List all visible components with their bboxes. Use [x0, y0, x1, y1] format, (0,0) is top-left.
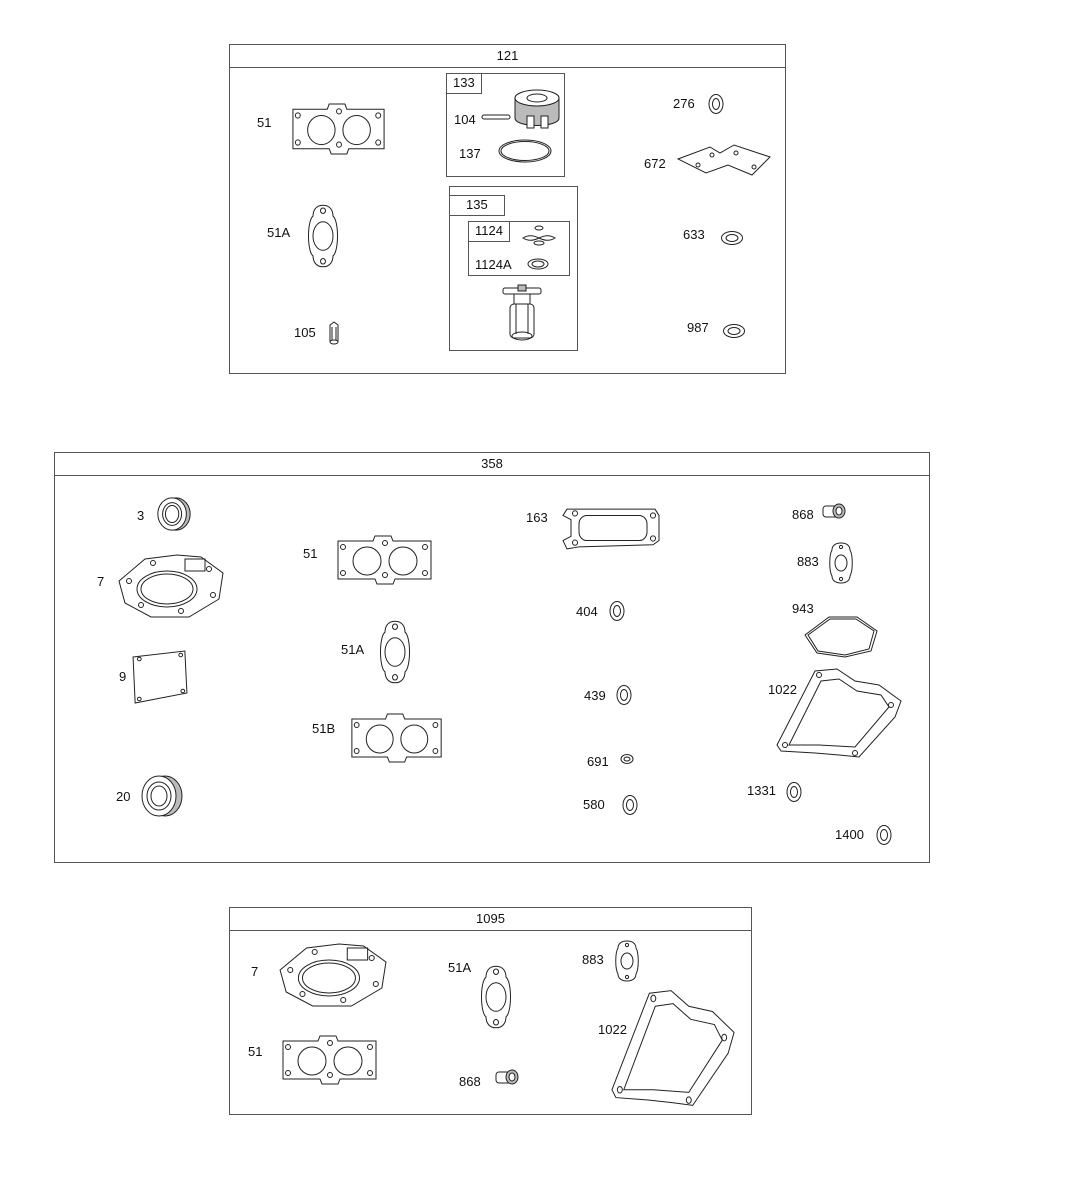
washer-icon[interactable]: [621, 794, 639, 816]
part-label: 1331: [747, 783, 776, 798]
subkit-tag: 1124: [469, 222, 510, 242]
oil-seal-icon[interactable]: [139, 773, 185, 819]
washer-icon[interactable]: [785, 781, 803, 803]
intake-manifold-gasket-icon[interactable]: [335, 535, 435, 585]
part-label: 51: [257, 115, 272, 130]
part-label: 7: [97, 574, 105, 589]
part-label: 7: [251, 964, 259, 979]
washer-icon[interactable]: [875, 824, 893, 846]
flange-gasket-icon[interactable]: [614, 939, 640, 983]
part-label: 51B: [312, 721, 336, 736]
part-label: 633: [683, 227, 705, 242]
subkit-tag: 133: [447, 74, 482, 94]
subkit-135: [449, 186, 578, 351]
needle-seat-icon[interactable]: [519, 224, 559, 246]
valve-seal-icon[interactable]: [494, 1067, 520, 1087]
part-label: 51A: [341, 642, 365, 657]
kit-1095: [229, 907, 752, 1115]
intake-gasket-icon[interactable]: [349, 713, 445, 763]
plate-gasket-icon[interactable]: [676, 143, 772, 177]
flange-gasket-icon[interactable]: [828, 541, 854, 585]
part-label: 1124A: [475, 257, 512, 272]
subkit-1124: [468, 221, 570, 276]
part-label: 672: [644, 156, 666, 171]
part-label: 868: [792, 507, 814, 522]
part-label: 137: [459, 146, 481, 161]
intake-manifold-gasket-icon[interactable]: [290, 103, 388, 155]
kit-title: 121: [230, 45, 785, 68]
kit-121: [229, 44, 786, 374]
cover-gasket-icon[interactable]: [131, 649, 189, 705]
washer-icon[interactable]: [615, 684, 633, 706]
part-label: 104: [454, 112, 476, 127]
o-ring-icon[interactable]: [720, 230, 744, 246]
part-label: 51: [248, 1044, 263, 1059]
small-washer-icon[interactable]: [620, 753, 634, 765]
valve-seal-icon[interactable]: [821, 501, 847, 521]
intake-manifold-gasket-icon[interactable]: [280, 1035, 380, 1085]
subkit-133: [446, 73, 565, 177]
part-label: 1400: [835, 827, 864, 842]
kit-358: [54, 452, 930, 863]
washer-icon[interactable]: [707, 93, 725, 115]
part-label: 868: [459, 1074, 481, 1089]
part-label: 987: [687, 320, 709, 335]
seat-washer-icon[interactable]: [527, 258, 549, 270]
fuel-fitting-icon[interactable]: [327, 321, 341, 345]
cylinder-head-gasket-icon[interactable]: [115, 551, 225, 621]
part-label: 3: [137, 508, 145, 523]
part-label: 1022: [768, 682, 797, 697]
part-label: 943: [792, 601, 814, 616]
breather-gasket-icon[interactable]: [559, 505, 663, 551]
flange-gasket-icon[interactable]: [375, 619, 415, 685]
flange-gasket-icon[interactable]: [476, 964, 516, 1030]
part-label: 883: [797, 554, 819, 569]
rocker-cover-gasket-icon[interactable]: [775, 667, 905, 759]
carburetor-emulsion-tube-icon[interactable]: [500, 283, 544, 345]
part-label: 691: [587, 754, 609, 769]
part-label: 1022: [598, 1022, 627, 1037]
part-label: 51: [303, 546, 318, 561]
cylinder-head-gasket-icon[interactable]: [276, 940, 388, 1010]
pin-icon[interactable]: [481, 114, 511, 120]
part-label: 163: [526, 510, 548, 525]
kit-title: 358: [55, 453, 929, 476]
part-label: 404: [576, 604, 598, 619]
carburetor-float-icon[interactable]: [509, 84, 565, 130]
part-label: 9: [119, 669, 127, 684]
part-label: 20: [116, 789, 131, 804]
subkit-tag: 135: [450, 195, 505, 216]
part-label: 883: [582, 952, 604, 967]
washer-icon[interactable]: [608, 600, 626, 622]
part-label: 105: [294, 325, 316, 340]
part-label: 439: [584, 688, 606, 703]
part-label: 51A: [448, 960, 472, 975]
oil-seal-icon[interactable]: [155, 495, 193, 533]
rocker-cover-gasket-icon[interactable]: [610, 988, 738, 1108]
flange-gasket-icon[interactable]: [303, 203, 343, 269]
kit-title: 1095: [230, 908, 751, 931]
cover-seal-ring-icon[interactable]: [801, 613, 881, 659]
part-label: 276: [673, 96, 695, 111]
o-ring-icon[interactable]: [722, 323, 746, 339]
bowl-o-ring-icon[interactable]: [497, 138, 553, 164]
part-label: 580: [583, 797, 605, 812]
part-label: 51A: [267, 225, 291, 240]
